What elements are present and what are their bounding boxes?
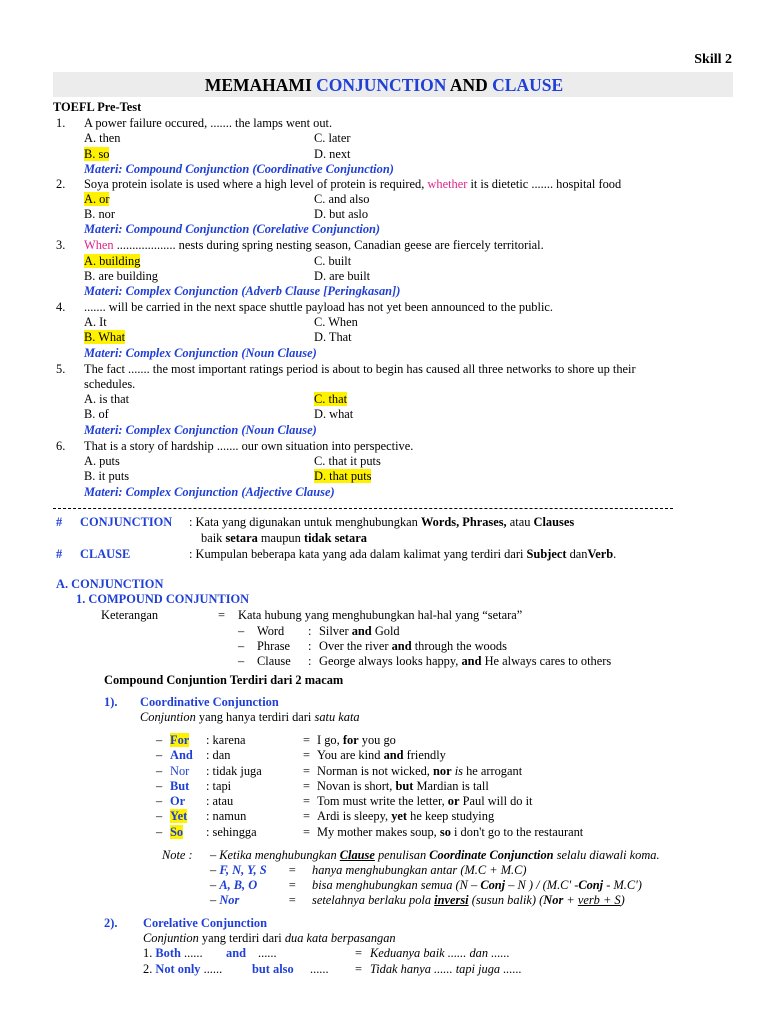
fanboys-word-so: So [170,825,184,839]
q1-text: A power failure occured, ....... the lamps went out. [84,116,333,130]
type-word-name: Word [257,624,285,638]
fanboys-eq: = [303,748,310,762]
corelative-description: Conjuntion yang terdiri dari dua kata berpasangan [143,931,396,945]
corelative-title: Corelative Conjunction [143,916,268,930]
q6-number: 6. [56,439,66,453]
q2-option-b: B. nor [84,207,115,221]
type-word-example: Silver and Gold [319,624,400,638]
fanboys-dash: – [156,764,163,778]
q2-option-a: A. or [84,192,110,206]
note-line-1: – Ketika menghubungkan Clause penulisan Coordinate Conjunction selalu diawali koma. [210,848,660,862]
q2-option-c: C. and also [314,192,370,206]
q3-option-d: D. are built [314,269,371,283]
fanboys-example: I go, for you go [317,733,396,747]
fanboys-meaning: : tidak juga [206,764,262,778]
q3-option-b: B. are building [84,269,158,283]
corelative-pair-2: 2. Not only ...... [143,962,223,976]
q1-option-a: A. then [84,131,121,145]
corelative-pair-1-eq: = [355,946,362,960]
section-divider [53,508,673,509]
q5-option-b: B. of [84,407,109,421]
type-clause-example: George always looks happy, and He always cares to others [319,654,612,668]
type-clause-dash: – [238,654,245,668]
q4-option-c: C. When [314,315,358,329]
fanboys-eq: = [303,825,310,839]
q4-option-d: D. That [314,330,352,344]
q4-materi: Materi: Complex Conjunction (Noun Clause) [84,346,317,360]
fanboys-word-or: Or [170,794,186,808]
fanboys-word-but: But [170,779,190,793]
conjunction-definition-line2: baik setara maupun tidak setara [201,531,367,545]
conjunction-label: CONJUNCTION [80,515,173,529]
fanboys-meaning: : atau [206,794,234,808]
keterangan-text: Kata hubung yang menghubungkan hal-hal yang “setara” [238,608,523,622]
fanboys-dash: – [156,794,163,808]
q1-option-b: B. so [84,147,110,161]
q2-option-d: D. but aslo [314,207,369,221]
q5-option-d: D. what [314,407,354,421]
q2-materi: Materi: Compound Conjunction (Corelative Conjunction) [84,222,381,236]
note-line-2-eq: = [288,863,297,877]
coordinative-title: Coordinative Conjunction [140,695,279,709]
q5-text-line2: schedules. [84,377,136,391]
coordinative-number: 1). [104,695,118,709]
corelative-pair-1-second: and [226,946,246,960]
note-line-4-text: setelahnya berlaku pola inversi (susun balik) (Nor + verb + S) [312,893,625,907]
clause-definition: : Kumpulan beberapa kata yang ada dalam kalimat yang terdiri dari Subject danVerb. [189,547,617,561]
note-line-3-text: bisa menghubungkan semua (N – Conj – N ) / (M.C' -Conj - M.C') [312,878,642,892]
fanboys-example: Norman is not wicked, nor is he arrogant [317,764,523,778]
corelative-pair-2-meaning: Tidak hanya ...... tapi juga ...... [370,962,522,976]
note-line-3-eq: = [288,878,297,892]
fanboys-eq: = [303,779,310,793]
page-title: MEMAHAMI CONJUNCTION AND CLAUSE [204,75,564,95]
fanboys-meaning: : dan [206,748,231,762]
fanboys-dash: – [156,809,163,823]
corelative-pair-1: 1. Both ...... [143,946,203,960]
section-a-heading: A. CONJUNCTION [56,577,164,591]
q1-option-c: C. later [314,131,351,145]
clause-hash: # [56,547,63,561]
fanboys-eq: = [303,794,310,808]
type-clause-colon: : [308,654,312,668]
note-line-4: – Nor [210,893,240,907]
note-line-3: – A, B, O [210,878,258,892]
note-label: Note : [162,848,193,862]
corelative-pair-1-meaning: Keduanya baik ...... dan ...... [370,946,510,960]
q1-number: 1. [56,116,66,130]
fanboys-word-and: And [170,748,193,762]
q5-option-c: C. that [314,392,348,406]
q4-text: ....... will be carried in the next space shuttle payload has not yet been announced to the public. [84,300,553,314]
fanboys-meaning: : namun [206,809,247,823]
q4-option-a: A. It [84,315,107,329]
corelative-pair-2-eq: = [355,962,362,976]
fanboys-dash: – [156,733,163,747]
fanboys-meaning: : karena [206,733,246,747]
compound-types-heading: Compound Conjuntion Terdiri dari 2 macam [104,673,344,687]
fanboys-example: You are kind and friendly [317,748,446,762]
q2-number: 2. [56,177,66,191]
q5-text-line1: The fact ....... the most important ratings period is about to begin has caused all three networks to shore up their [84,362,636,376]
q3-option-a: A. building [84,254,141,268]
conjunction-definition: : Kata yang digunakan untuk menghubungkan Words, Phrases, atau Clauses [189,515,575,529]
compound-heading: 1. COMPOUND CONJUNTION [76,592,250,606]
type-word-colon: : [308,624,312,638]
q6-text: That is a story of hardship ....... our own situation into perspective. [84,439,414,453]
q1-materi: Materi: Compound Conjunction (Coordinative Conjunction) [84,162,394,176]
corelative-pair-2-second: but also [252,962,294,976]
q4-number: 4. [56,300,66,314]
type-phrase-name: Phrase [257,639,291,653]
fanboys-dash: – [156,779,163,793]
fanboys-dash: – [156,748,163,762]
type-word-dash: – [238,624,245,638]
corelative-number: 2). [104,916,118,930]
fanboys-example: Novan is short, but Mardian is tall [317,779,489,793]
q5-materi: Materi: Complex Conjunction (Noun Clause) [84,423,317,437]
clause-label: CLAUSE [80,547,131,561]
fanboys-dash: – [156,825,163,839]
note-line-2: – F, N, Y, S [210,863,267,877]
fanboys-example: Ardi is sleepy, yet he keep studying [317,809,495,823]
fanboys-eq: = [303,733,310,747]
fanboys-example: My mother makes soup, so i don't go to the restaurant [317,825,584,839]
q5-number: 5. [56,362,66,376]
fanboys-word-nor: Nor [170,764,190,778]
type-clause-name: Clause [257,654,291,668]
fanboys-eq: = [303,809,310,823]
coordinative-description: Conjuntion yang hanya terdiri dari satu kata [140,710,360,724]
q3-materi: Materi: Complex Conjunction (Adverb Clause [Peringkasan]) [84,284,401,298]
q4-option-b: B. What [84,330,126,344]
keterangan-eq: = [218,608,225,622]
note-line-4-eq: = [288,893,297,907]
corelative-pair-2-dots: ...... [310,962,329,976]
fanboys-meaning: : tapi [206,779,232,793]
skill-label: Skill 2 [694,52,732,67]
q3-number: 3. [56,238,66,252]
q6-option-a: A. puts [84,454,120,468]
q6-option-d: D. that puts [314,469,372,483]
keterangan-label: Keterangan [101,608,159,622]
q6-option-b: B. it puts [84,469,130,483]
note-line-2-text: hanya menghubungkan antar (M.C + M.C) [312,863,527,877]
q3-option-c: C. built [314,254,352,268]
fanboys-eq: = [303,764,310,778]
corelative-pair-1-dots: ...... [258,946,277,960]
q3-text: When ................... nests during spring nesting season, Canadian geese are fiercely territorial. [84,238,544,252]
fanboys-word-for: For [170,733,190,747]
q5-option-a: A. is that [84,392,130,406]
q2-text: Soya protein isolate is used where a high level of protein is required, whether it is dietetic ....... hospital food [84,177,622,191]
type-phrase-dash: – [238,639,245,653]
pretest-heading: TOEFL Pre-Test [53,100,142,114]
type-phrase-example: Over the river and through the woods [319,639,507,653]
type-phrase-colon: : [308,639,312,653]
q6-option-c: C. that it puts [314,454,381,468]
conjunction-hash: # [56,515,63,529]
q1-option-d: D. next [314,147,351,161]
fanboys-example: Tom must write the letter, or Paul will do it [317,794,533,808]
q6-materi: Materi: Complex Conjunction (Adjective Clause) [84,485,335,499]
fanboys-meaning: : sehingga [206,825,257,839]
fanboys-word-yet: Yet [170,809,188,823]
